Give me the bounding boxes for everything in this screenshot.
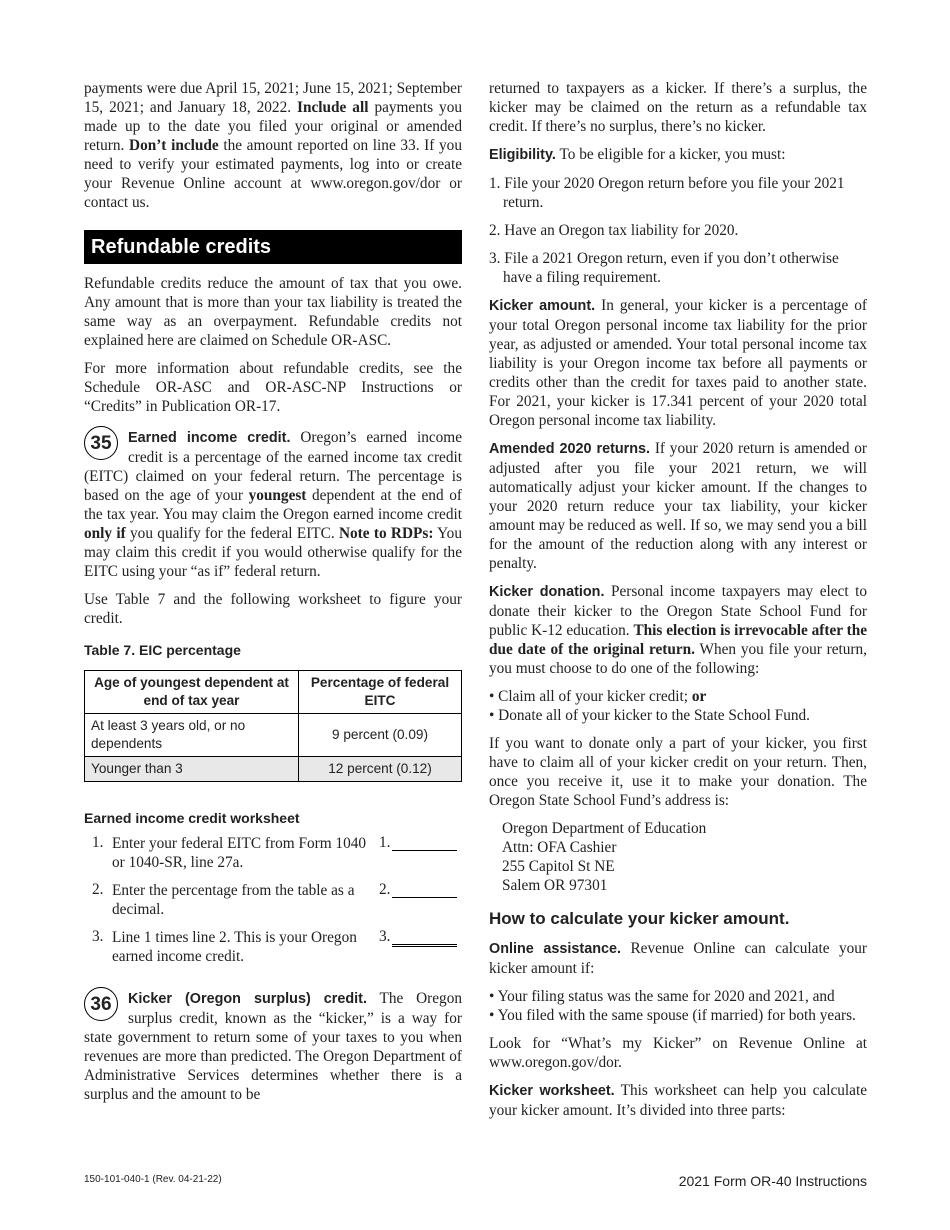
worksheet-line bbox=[84, 928, 462, 975]
donation-options-list bbox=[489, 687, 867, 725]
eitc-paragraph: 35 Earned income credit. Oregon’s earned income credit is a percentage of the earned income tax credit (EITC) claimed on your federal return. The percentage is based on the age of your youngest dependent at the end of the tax year. You may claim the Oregon earned income credit only if you qualify for the federal EITC. Note to RDPs: You may claim this credit if you would otherwise qualify for the EITC using your “as if” federal return. bbox=[84, 428, 462, 581]
subsection-heading: How to calculate your kicker amount. bbox=[489, 909, 790, 928]
kicker-donation-paragraph: Kicker donation. Personal income taxpayers may elect to donate their kicker to the Oregon State School Fund for public K-12 education. This election is irrevocable after the due date of the original return. When you file your return, you must choose to do one of the following: bbox=[489, 583, 867, 677]
worksheet-line-label: 3. bbox=[379, 928, 391, 945]
right-column bbox=[489, 79, 867, 1129]
kicker-worksheet-paragraph: Kicker worksheet. This worksheet can help you calculate your kicker amount. It’s divided into three parts: bbox=[489, 1082, 867, 1119]
worksheet-entry-line bbox=[392, 944, 457, 947]
list-item: • Claim all of your kicker credit; or bbox=[489, 688, 707, 705]
list-item: 2. Have an Oregon tax liability for 2020. bbox=[489, 222, 739, 239]
list-item: 1. File your 2020 Oregon return before you file your 2021 return. bbox=[489, 175, 845, 211]
line-number-badge: 36 bbox=[84, 987, 118, 1021]
table-cell-age: At least 3 years old, or no dependents bbox=[85, 714, 299, 757]
list-item: 3. File a 2021 Oregon return, even if you don’t otherwise have a filing requirement. bbox=[489, 250, 839, 286]
eitc-worksheet bbox=[84, 834, 462, 975]
worksheet-line-text: Line 1 times line 2. This is your Oregon earned income credit. bbox=[112, 929, 357, 965]
list-item: • Donate all of your kicker to the State School Fund. bbox=[489, 707, 811, 724]
worksheet-line-text: Enter the percentage from the table as a decimal. bbox=[112, 882, 355, 918]
left-column bbox=[84, 79, 462, 1113]
refundable-credits-paragraph: Refundable credits reduce the amount of tax that you owe. Any amount that is more than your tax liability is treated the same way as an overpayment. Refundable credits not explained here are claimed on Schedule OR-ASC. bbox=[84, 275, 462, 349]
list-item: • You filed with the same spouse (if married) for both years. bbox=[489, 1007, 856, 1024]
worksheet-line bbox=[84, 881, 462, 928]
worksheet-line-label: 2. bbox=[379, 881, 391, 898]
eligibility-list bbox=[489, 174, 867, 287]
table-row bbox=[85, 757, 462, 782]
table-cell-percentage: 9 percent (0.09) bbox=[299, 714, 462, 757]
document-title-footer: 2021 Form OR-40 Instructions bbox=[678, 1173, 867, 1189]
address-line: Salem OR 97301 bbox=[502, 877, 608, 894]
estimated-payments-paragraph: payments were due April 15, 2021; June 15, 2021; September 15, 2021; and January 18, 2022. Include all payments you made up to the date you filed your original or amended return. Don’t include the amount reported on line 33. If you need to verify your estimated payments, log into or create your Revenue Online account at www.oregon.gov/dor or contact us. bbox=[84, 80, 462, 211]
worksheet-line-label: 1. bbox=[379, 834, 391, 851]
use-table-paragraph: Use Table 7 and the following worksheet to figure your credit. bbox=[84, 591, 462, 627]
worksheet-title: Earned income credit worksheet bbox=[84, 810, 300, 826]
donate-part-paragraph: If you want to donate only a part of your kicker, you first have to claim all of your kicker credit on your return. Then, once you receive it, use it to make your donation. The Oregon State School Fund’s address is: bbox=[489, 735, 867, 809]
kicker-paragraph: 36 Kicker (Oregon surplus) credit. The Oregon surplus credit, known as the “kicker,” is a way for state government to return some of your taxes to you when revenues are more than predicted. The Oregon Department of Administrative Services determines whether there is a surplus and the amount to be bbox=[84, 989, 462, 1104]
table-header-percentage: Percentage of federal EITC bbox=[299, 671, 462, 714]
table-title: Table 7. EIC percentage bbox=[84, 642, 241, 658]
eligibility-paragraph: Eligibility. To be eligible for a kicker, you must: bbox=[489, 146, 786, 163]
address-line: 255 Capitol St NE bbox=[502, 858, 615, 875]
mailing-address bbox=[502, 819, 867, 895]
table-header-age: Age of youngest dependent at end of tax year bbox=[85, 671, 299, 714]
address-line: Oregon Department of Education bbox=[502, 820, 707, 837]
line-number-badge: 35 bbox=[84, 426, 118, 460]
table-cell-age: Younger than 3 bbox=[85, 757, 299, 782]
online-conditions-list bbox=[489, 987, 867, 1025]
online-assistance-paragraph: Online assistance. Revenue Online can calculate your kicker amount if: bbox=[489, 940, 867, 977]
worksheet-entry-line bbox=[392, 897, 457, 898]
worksheet-line-number: 2. bbox=[92, 881, 104, 898]
amended-returns-paragraph: Amended 2020 returns. If your 2020 return is amended or adjusted after you file your 2021 return, we will automatically adjust your kicker amount. If the changes to your 2020 return reduce your tax liability, your kicker amount may be reduced as well. If so, we may send you a bill for the amount of the reduction along with any interest or penalty. bbox=[489, 440, 867, 572]
table-cell-percentage: 12 percent (0.12) bbox=[299, 757, 462, 782]
list-item: • Your filing status was the same for 2020 and 2021, and bbox=[489, 988, 835, 1005]
section-heading: Refundable credits bbox=[84, 230, 462, 264]
eic-percentage-table bbox=[84, 670, 462, 782]
worksheet-line-number: 3. bbox=[92, 928, 104, 945]
form-id-footer: 150-101-040-1 (Rev. 04-21-22) bbox=[84, 1174, 222, 1185]
more-info-paragraph: For more information about refundable credits, see the Schedule OR-ASC and OR-ASC-NP Instructions or “Credits” in Publication OR-17. bbox=[84, 360, 462, 415]
worksheet-line bbox=[84, 834, 462, 881]
address-line: Attn: OFA Cashier bbox=[502, 839, 617, 856]
worksheet-line-text: Enter your federal EITC from Form 1040 or 1040-SR, line 27a. bbox=[112, 835, 367, 871]
look-for-paragraph: Look for “What’s my Kicker” on Revenue Online at www.oregon.gov/dor. bbox=[489, 1035, 867, 1071]
kicker-continued-paragraph: returned to taxpayers as a kicker. If there’s a surplus, the kicker may be claimed on the return as a refundable tax credit. If there’s no surplus, there’s no kicker. bbox=[489, 80, 867, 135]
kicker-amount-paragraph: Kicker amount. In general, your kicker is a percentage of your total Oregon personal income tax liability for the prior year, as adjusted or amended. Your total personal income tax liability is your Oregon income tax before all payments or credits other than the credit for taxes paid to another state. For 2021, your kicker is 17.341 percent of your 2020 total Oregon personal income tax liability. bbox=[489, 297, 867, 429]
worksheet-entry-line bbox=[392, 850, 457, 851]
table-row bbox=[85, 714, 462, 757]
worksheet-line-number: 1. bbox=[92, 834, 104, 851]
